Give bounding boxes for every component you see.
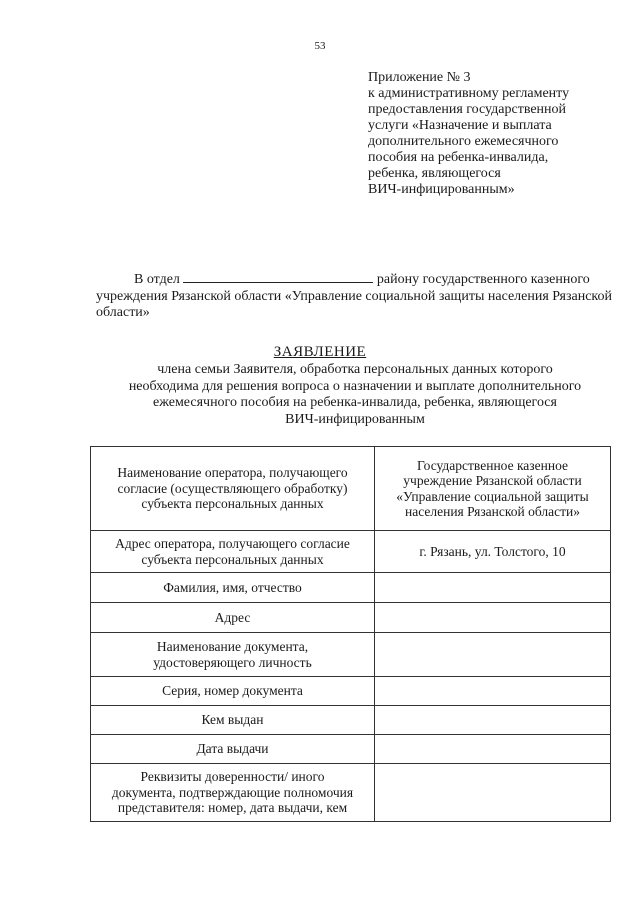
field-label-line: удостоверяющего личность	[153, 654, 312, 670]
table-row	[91, 447, 611, 531]
field-label-cell	[91, 706, 375, 735]
field-value-line: г. Рязань, ул. Толстого, 10	[419, 543, 566, 559]
field-label-cell	[91, 764, 375, 822]
field-value-line: населения Рязанской области»	[405, 504, 580, 519]
field-value-cell	[375, 447, 611, 531]
field-value-line: «Управление социальной защиты	[396, 488, 589, 504]
field-label-cell	[91, 633, 375, 677]
table-row	[91, 603, 611, 633]
addressee-block	[96, 272, 612, 322]
field-label-line: субъекта персональных данных	[141, 551, 324, 567]
field-label-cell	[91, 735, 375, 764]
field-label-cell	[91, 573, 375, 603]
field-label-line: Серия, номер документа	[162, 683, 303, 699]
appendix-line: предоставления государственной	[368, 102, 567, 117]
field-value-line: Государственное казенное	[417, 457, 568, 473]
table-row	[91, 573, 611, 603]
field-label-cell	[91, 531, 375, 573]
field-label-line: Кем выдан	[201, 712, 264, 728]
field-value-cell	[375, 531, 611, 573]
document-title: ЗАЯВЛЕНИЕ	[273, 344, 367, 360]
page-number: 53	[314, 40, 326, 52]
document-subtitle	[100, 362, 610, 428]
field-value-cell[interactable]	[375, 677, 611, 706]
addressee-first-line	[96, 272, 612, 289]
table-row	[91, 764, 611, 822]
field-value-cell[interactable]	[375, 735, 611, 764]
field-label-cell	[91, 677, 375, 706]
subtitle-line: ВИЧ-инфицированным	[285, 411, 425, 427]
field-label-cell	[91, 603, 375, 633]
field-value-cell[interactable]	[375, 706, 611, 735]
consent-form-table	[90, 446, 611, 822]
appendix-line: Приложение № 3	[368, 70, 471, 85]
field-value-cell[interactable]	[375, 633, 611, 677]
table-row	[91, 633, 611, 677]
field-value-cell[interactable]	[375, 573, 611, 603]
form-table-body	[91, 447, 611, 822]
table-row	[91, 735, 611, 764]
department-blank-field[interactable]	[183, 272, 373, 283]
field-label-cell	[91, 447, 375, 531]
appendix-line: дополнительного ежемесячного	[368, 134, 559, 149]
appendix-line: к административному регламенту	[368, 86, 570, 101]
subtitle-line: члена семьи Заявителя, обработка персональных данных которого	[157, 362, 553, 377]
appendix-line: ВИЧ-инфицированным»	[368, 182, 515, 197]
subtitle-line: необходима для решения вопроса о назначении и выплате дополнительного	[128, 378, 582, 394]
appendix-header	[368, 70, 608, 198]
field-label-line: Фамилия, имя, отчество	[163, 579, 302, 595]
table-row	[91, 677, 611, 706]
appendix-line: ребенка, являющегося	[368, 166, 501, 181]
addressee-suffix: району государственного казенного	[376, 272, 590, 287]
table-row	[91, 531, 611, 573]
field-value-line: учреждение Рязанской области	[403, 473, 582, 488]
field-label-line: Адрес	[214, 609, 251, 625]
table-row	[91, 706, 611, 735]
field-value-cell[interactable]	[375, 603, 611, 633]
field-label-line: согласие (осуществляющего обработку)	[117, 480, 348, 496]
appendix-line: услуги «Назначение и выплата	[368, 118, 552, 133]
subtitle-line: ежемесячного пособия на ребенка-инвалида, ребенка, являющегося	[153, 395, 557, 410]
field-label-line: субъекта персональных данных	[141, 496, 324, 512]
field-label-line: Реквизиты доверенности/ иного	[140, 769, 325, 785]
field-label-line: представителя: номер, дата выдачи, кем	[117, 800, 348, 816]
field-label-line: Наименование документа,	[156, 639, 309, 654]
field-value-cell[interactable]	[375, 764, 611, 822]
appendix-line: пособия на ребенка-инвалида,	[368, 150, 549, 165]
field-label-line: Адрес оператора, получающего согласие	[115, 536, 350, 551]
field-label-line: документа, подтверждающие полномочия	[111, 784, 354, 800]
addressee-prefix: В отдел	[134, 272, 180, 287]
field-label-line: Наименование оператора, получающего	[117, 465, 348, 481]
addressee-rest: учреждения Рязанской области «Управление социальной защиты населения Рязанской области»	[96, 288, 613, 320]
field-label-line: Дата выдачи	[196, 741, 269, 757]
